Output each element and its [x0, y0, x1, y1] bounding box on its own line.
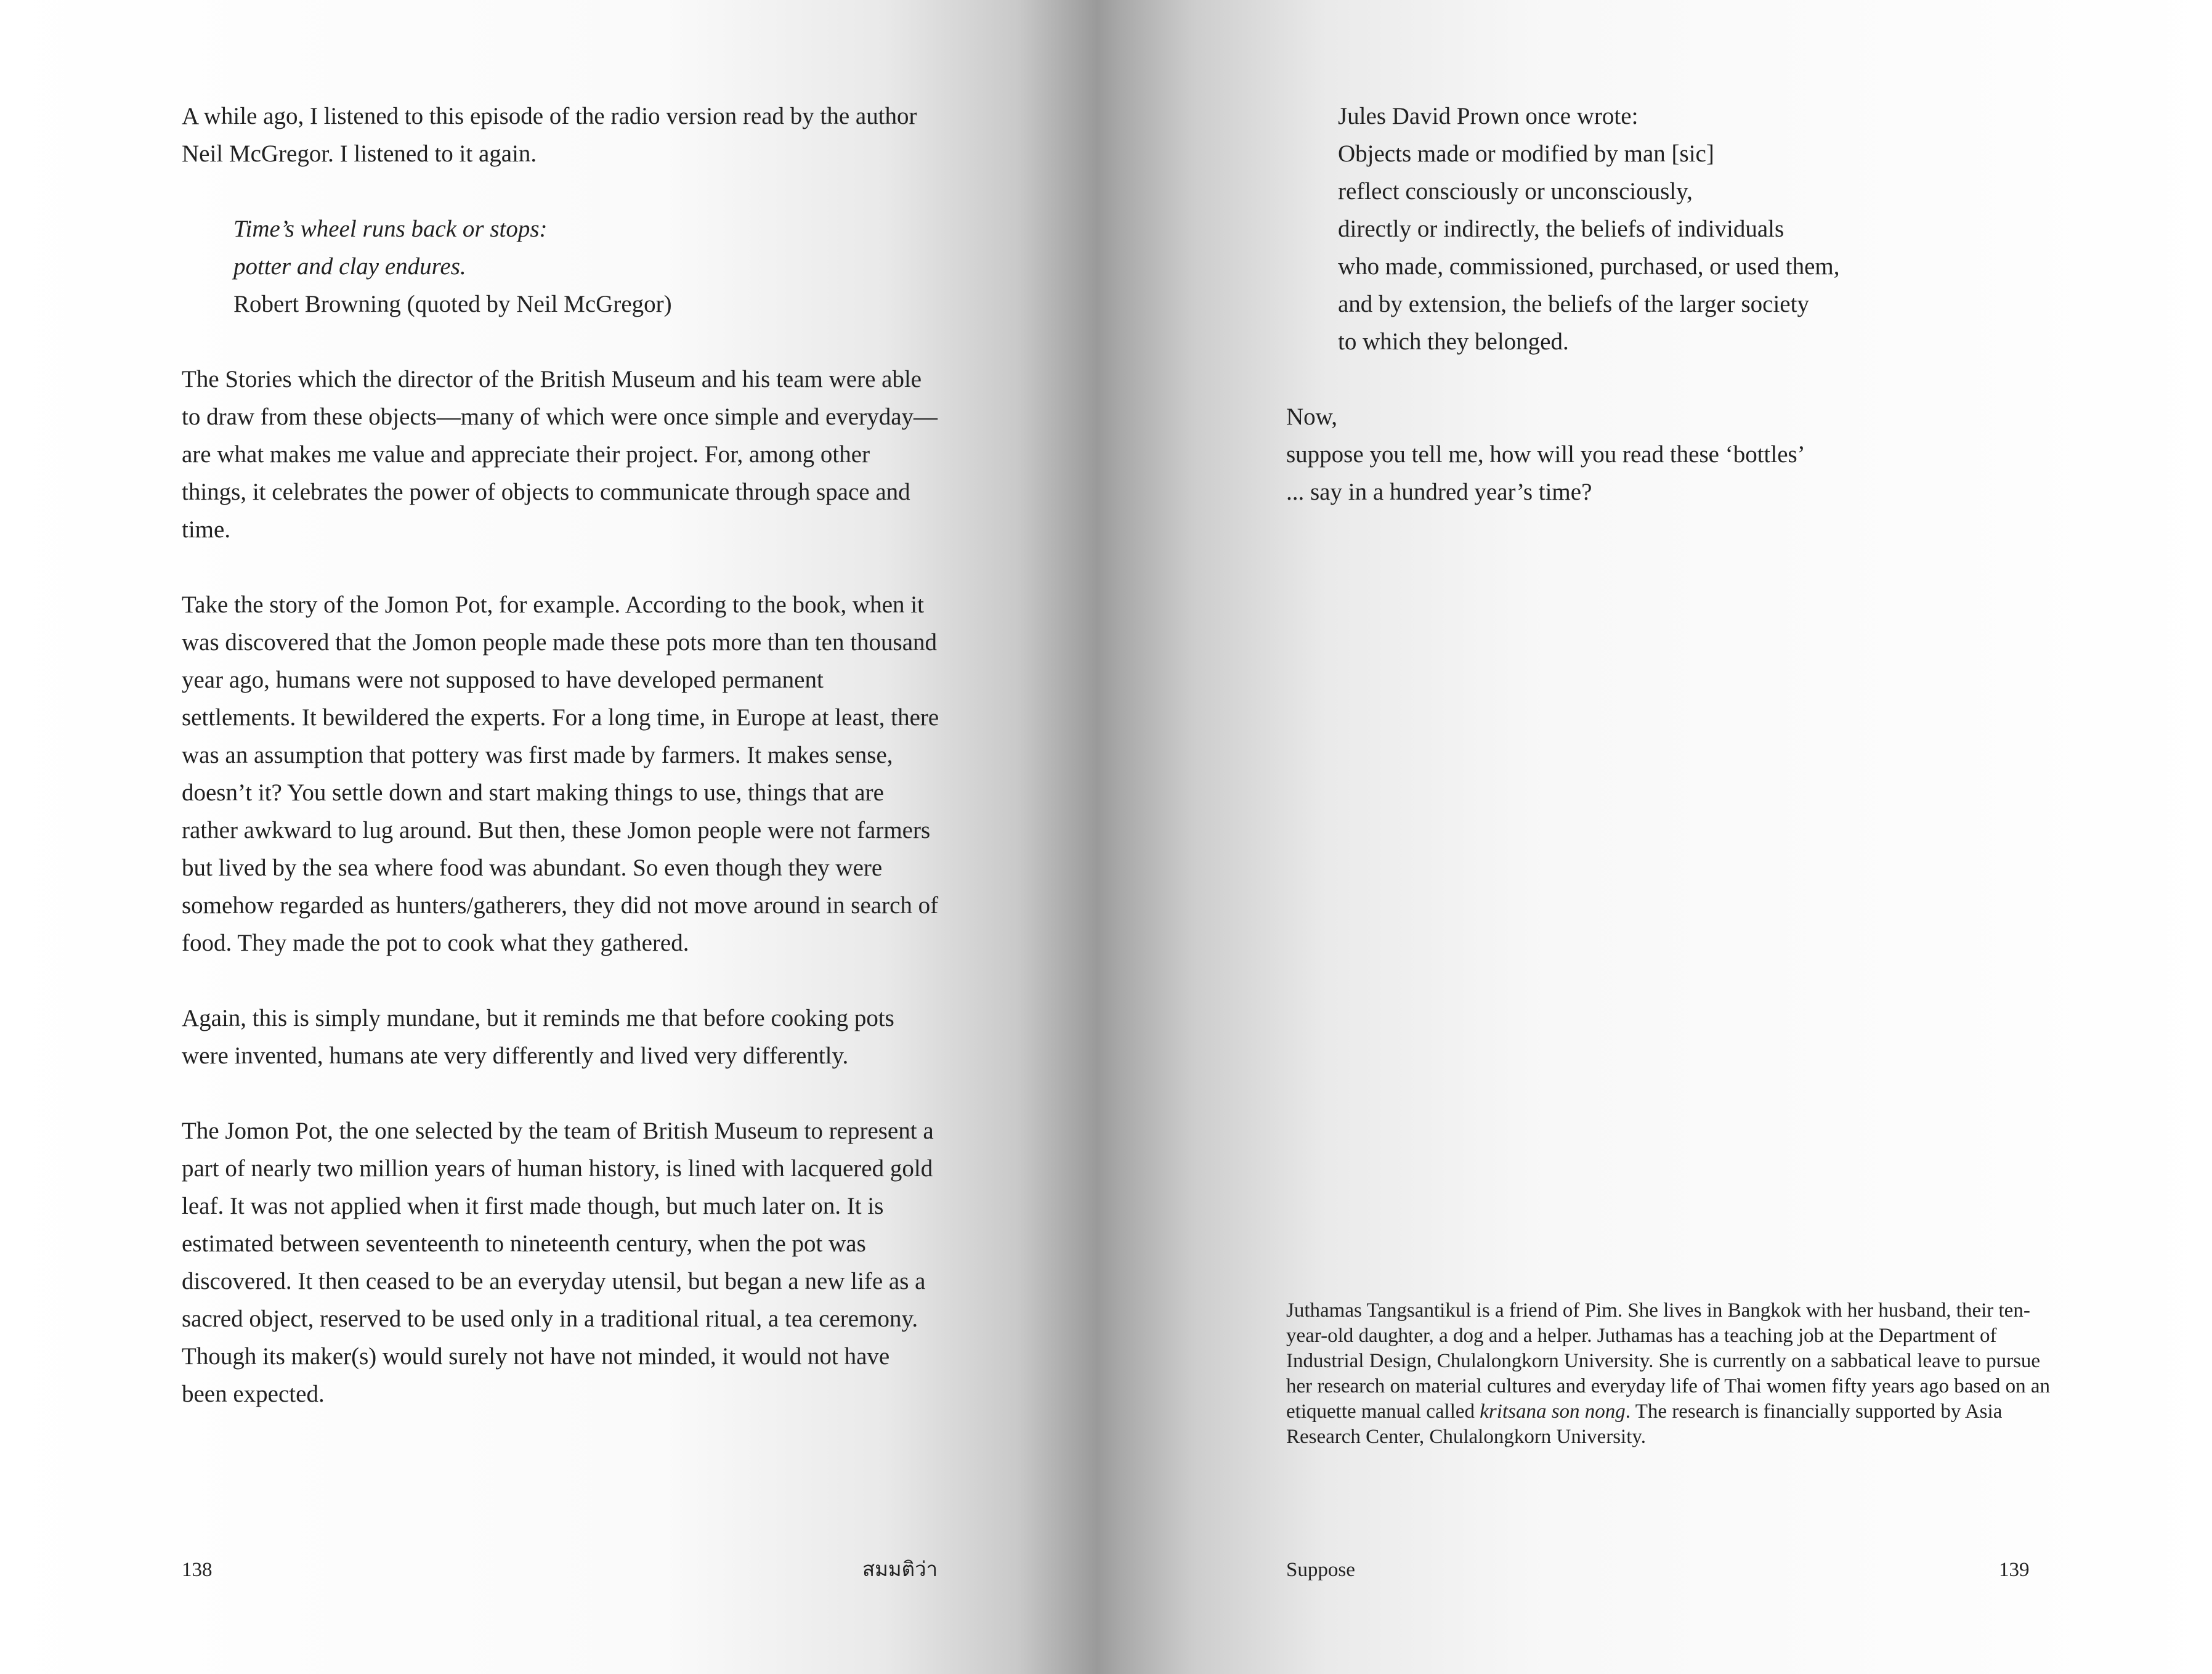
- author-bio: [1286, 1298, 2056, 1450]
- paragraph-jomon-pot-story: Take the story of the Jomon Pot, for example. According to the book, when it was discovered that the Jomon people made these pots more than ten thousand year ago, humans were not supposed to have developed permanent settlements. It bewildered the experts. For a long time, in Europe at least, there was an assumption that pottery was first made by farmers. It makes sense, doesn’t it? You settle down and start making things to use, things that are rather awkward to lug around. But then, these Jomon people were not farmers but lived by the sea where food was abundant. So even though they were somehow regarded as hunters/gatherers, they did not move around in search of food. They made the pot to cook what they gathered.: [182, 591, 939, 956]
- prown-line: and by extension, the beliefs of the larger society: [1338, 291, 1809, 317]
- bio-text-end: . The research is financially supported by Asia Research Center, Chulalongkorn University.: [1286, 1400, 2003, 1448]
- prown-line: to which they belonged.: [1338, 328, 1569, 355]
- prown-line: Jules David Prown once wrote:: [1338, 103, 1639, 129]
- prown-line: Objects made or modified by man [sic]: [1338, 140, 1714, 167]
- bio-manual-title: kritsana son nong: [1480, 1400, 1626, 1423]
- paragraph-mundane: Again, this is simply mundane, but it reminds me that before cooking pots were invented, humans ate very differently and lived very differently.: [182, 1005, 894, 1069]
- prown-line: reflect consciously or unconsciously,: [1338, 178, 1693, 205]
- paragraph-radio-episode: A while ago, I listened to this episode of the radio version read by the author Neil McGregor. I listened to it again.: [182, 103, 917, 167]
- closing-line: ... say in a hundred year’s time?: [1286, 479, 1592, 505]
- quote-line-1: Time’s wheel runs back or stops:: [233, 216, 548, 242]
- paragraph-gold-leaf: The Jomon Pot, the one selected by the team of British Museum to represent a part of nearly two million years of human history, is lined with lacquered gold leaf. It was not applied when it first made though, but much later on. It is estimated between seventeenth to nineteenth century, when the pot was discovered. It then ceased to be an everyday utensil, but began a new life as a sacred object, reserved to be used only in a traditional ritual, a tea ceremony. Though its maker(s) would surely not have not minded, it would not have been expected.: [182, 1118, 934, 1407]
- prown-line: directly or indirectly, the beliefs of individuals: [1338, 216, 1785, 242]
- prown-quote: [1286, 97, 1995, 360]
- quote-line-2: potter and clay endures.: [233, 253, 466, 280]
- page-number-right: 139: [1999, 1559, 2030, 1581]
- quote-attribution: Robert Browning (quoted by Neil McGregor): [233, 291, 672, 317]
- closing-line: suppose you tell me, how will you read these ‘bottles’: [1286, 441, 1805, 468]
- right-page-text: [1286, 97, 1995, 511]
- closing-question: [1286, 398, 1995, 511]
- right-page: [1106, 0, 2212, 1674]
- paragraph-stories: The Stories which the director of the British Museum and his team were able to draw from these objects—many of which were once simple and everyday—are what makes me value and appreciate their project. For, among other things, it celebrates the power of objects to communicate through space and time.: [182, 366, 938, 543]
- page-number-left: 138: [182, 1559, 213, 1581]
- left-page-text: [182, 97, 939, 1450]
- bio-text: Juthamas Tangsantikul is a friend of Pim. She lives in Bangkok with her husband, their ten-year-old daughter, a dog and a helper. Juthamas has a teaching job at the Department of Industrial Design, Chulalongkorn University. She is currently on a sabbatical leave to pursue her research on material cultures and everyday life of Thai women fifty years ago based on an etiquette manual called: [1286, 1299, 2051, 1423]
- closing-line: Now,: [1286, 404, 1338, 430]
- running-title-left: สมมติว่า: [862, 1559, 938, 1581]
- browning-quote: [182, 210, 939, 323]
- prown-line: who made, commissioned, purchased, or used them,: [1338, 253, 1840, 280]
- running-title-right: Suppose: [1286, 1559, 1355, 1581]
